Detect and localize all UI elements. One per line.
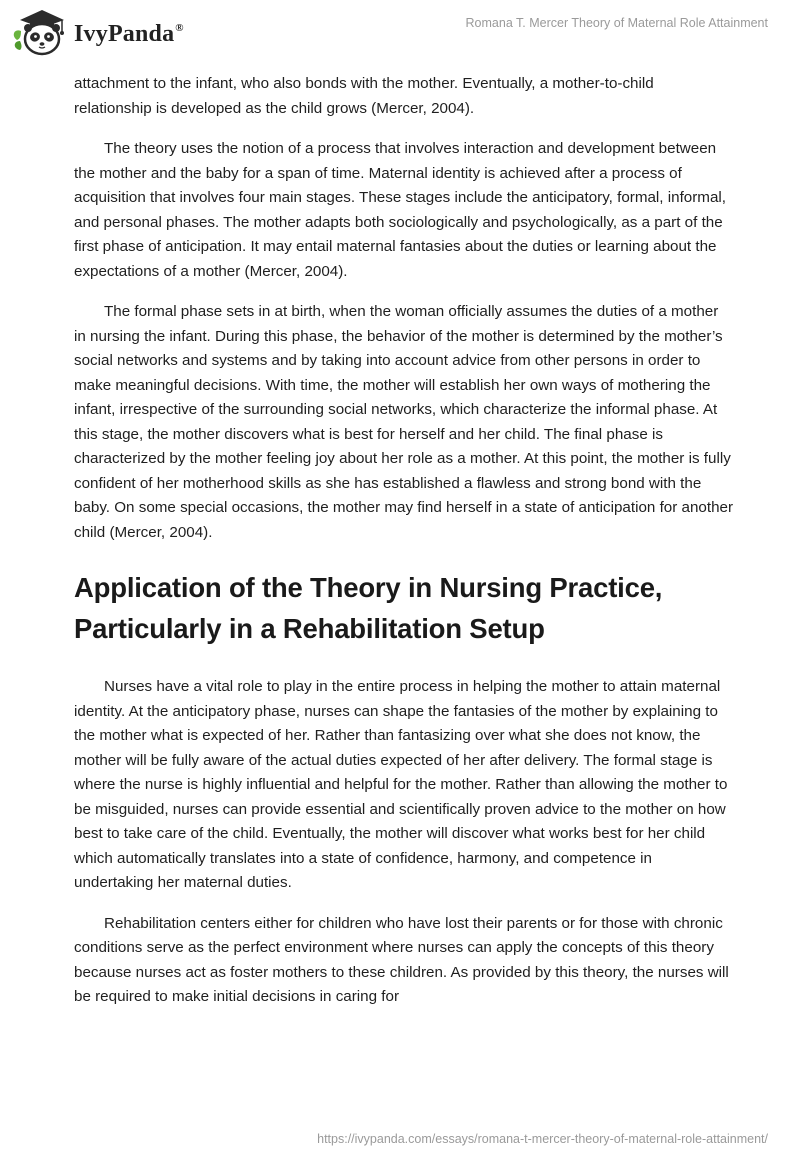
paragraph-continuation: attachment to the infant, who also bonds with the mother. Eventually, a mother-to-child relationship is developed as the child grows (Mercer, 2004). xyxy=(74,75,654,117)
panda-mascot-icon xyxy=(12,6,68,58)
page-header xyxy=(0,0,800,64)
paragraph-theory-process: The theory uses the notion of a process that involves interaction and development between the mother and the baby for a span of time. Maternal identity is achieved after a process of acquisition that involves four main stages. These stages include the anticipatory, formal, informal, and personal phases. The mother adapts both sociologically and psychologically, as a part of the first phase of anticipation. It may entail maternal fantasies about the duties or learning about the expectations of a mother (Mercer, 2004). xyxy=(74,140,726,280)
registered-mark: ® xyxy=(175,21,184,34)
paragraph-nurses-role: Nurses have a vital role to play in the entire process in helping the mother to attain maternal identity. At the anticipatory phase, nurses can shape the fantasies of the mother by explaining to the mother what is expected of her. Rather than fantasizing over what she does not know, the mother will be fully aware of the actual duties expected of her after delivery. The formal stage is where the nurse is highly influential and helpful for the mother. Rather than allowing the mother to be misguided, nurses can provide essential and scientifically proven advice to the mother on how best to take care of the child. Eventually, the mother will discover what works best for her child which automatically translates into a state of confidence, harmony, and competence in undertaking her maternal duties. xyxy=(74,678,728,891)
logo-text: IvyPanda xyxy=(74,20,175,47)
paragraph-rehabilitation: Rehabilitation centers either for children who have lost their parents or for those with chronic conditions serve as the perfect environment where nurses can apply the concepts of this theory because nurses act as foster mothers to these children. As provided by this theory, the nurses will be required to make initial decisions in caring for xyxy=(74,914,729,1005)
section-heading: Application of the Theory in Nursing Practice, Particularly in a Rehabilitation Setup xyxy=(74,572,663,644)
logo-wordmark xyxy=(74,21,184,48)
source-url[interactable]: https://ivypanda.com/essays/romana-t-mercer-theory-of-maternal-role-attainment/ xyxy=(317,1132,768,1146)
paragraph-formal-phase: The formal phase sets in at birth, when the woman officially assumes the duties of a mother in nursing the infant. During this phase, the behavior of the mother is determined by the mother’s social networks and systems and by taking into account advice from other persons in order to make meaningful decisions. With time, the mother will establish her own ways of mothering the infant, irrespective of the surrounding social networks, which characterize the informal phase. At this stage, the mother discovers what is best for herself and her child. The final phase is characterized by the mother feeling joy about her role as a mother. At this point, the mother is fully confident of her motherhood skills as she has established a flawless and strong bond with the baby. On some special occasions, the mother may find herself in a state of anticipation for another child (Mercer, 2004). xyxy=(74,303,734,541)
ivypanda-logo[interactable] xyxy=(12,6,184,58)
essay-body xyxy=(74,72,734,1026)
document-title: Romana T. Mercer Theory of Maternal Role Attainment xyxy=(465,16,768,30)
